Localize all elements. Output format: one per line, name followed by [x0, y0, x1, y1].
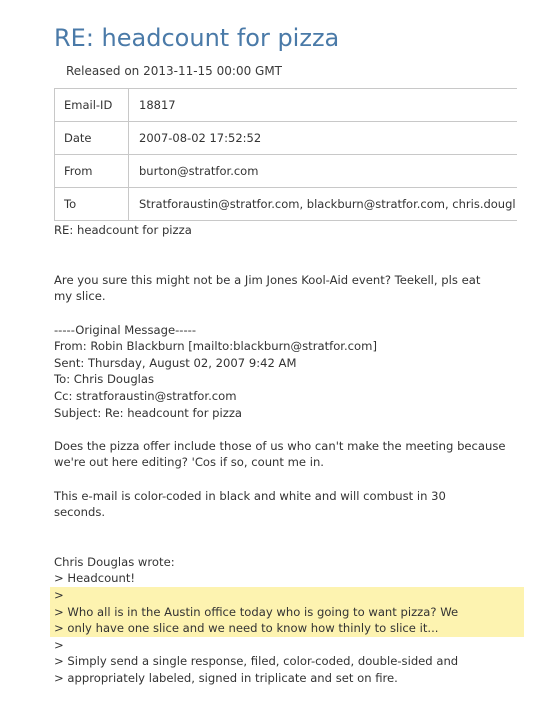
blank-line: [54, 239, 524, 256]
paragraph-line: seconds.: [54, 505, 106, 520]
meta-label: From: [55, 155, 129, 188]
original-divider: -----Original Message-----: [54, 322, 197, 337]
quote-line: > Simply send a single response, filed, color-coded, double-sided and: [54, 654, 459, 669]
original-sent: Sent: Thursday, August 02, 2007 9:42 AM: [54, 355, 297, 370]
page-title: RE: headcount for pizza: [54, 24, 340, 52]
blank-line: [54, 537, 524, 554]
quote-line: >: [50, 587, 524, 604]
original-cc: Cc: stratforaustin@stratfor.com: [54, 388, 237, 403]
meta-value: 18817: [129, 89, 518, 122]
original-from: From: Robin Blackburn [mailto:blackburn@stratfor.com]: [54, 339, 377, 354]
meta-value: 2007-08-02 17:52:52: [129, 122, 518, 155]
email-meta-table: [54, 88, 517, 221]
meta-value: burton@stratfor.com: [129, 155, 518, 188]
quote-line-highlighted: > Who all is in the Austin office today who is going to want pizza? We: [50, 604, 524, 621]
meta-row-email-id: [55, 89, 518, 122]
paragraph-line: we're out here editing? 'Cos if so, count me in.: [54, 455, 324, 470]
meta-label: Email-ID: [55, 89, 129, 122]
original-to: To: Chris Douglas: [54, 372, 155, 387]
email-body: [54, 222, 524, 687]
original-subject: Subject: Re: headcount for pizza: [54, 405, 243, 420]
meta-value: Stratforaustin@stratfor.com, blackburn@stratfor.com, chris.dougl: [129, 188, 518, 221]
blank-line: [54, 255, 524, 272]
reply-line: Are you sure this might not be a Jim Jones Kool-Aid event? Teekell, pls eat: [54, 272, 481, 287]
meta-label: To: [55, 188, 129, 221]
release-date: Released on 2013-11-15 00:00 GMT: [66, 64, 283, 78]
body-subject: RE: headcount for pizza: [54, 223, 192, 237]
meta-row-date: [55, 122, 518, 155]
blank-line: [54, 471, 524, 488]
blank-line: [54, 421, 524, 438]
blank-line: [54, 521, 524, 538]
meta-label: Date: [55, 122, 129, 155]
quote-line-highlighted: > only have one slice and we need to know how thinly to slice it...: [50, 620, 524, 637]
meta-row-to: [55, 188, 518, 221]
meta-row-from: [55, 155, 518, 188]
paragraph-line: Does the pizza offer include those of us who can't make the meeting because: [54, 438, 506, 453]
blank-line: [54, 305, 524, 322]
quote-intro: Chris Douglas wrote:: [54, 554, 175, 569]
quote-line: > appropriately labeled, signed in triplicate and set on fire.: [54, 671, 398, 686]
quote-line: >: [54, 637, 64, 652]
reply-line: my slice.: [54, 289, 106, 304]
paragraph-line: This e-mail is color-coded in black and white and will combust in 30: [54, 488, 446, 503]
quote-line: > Headcount!: [54, 571, 136, 586]
